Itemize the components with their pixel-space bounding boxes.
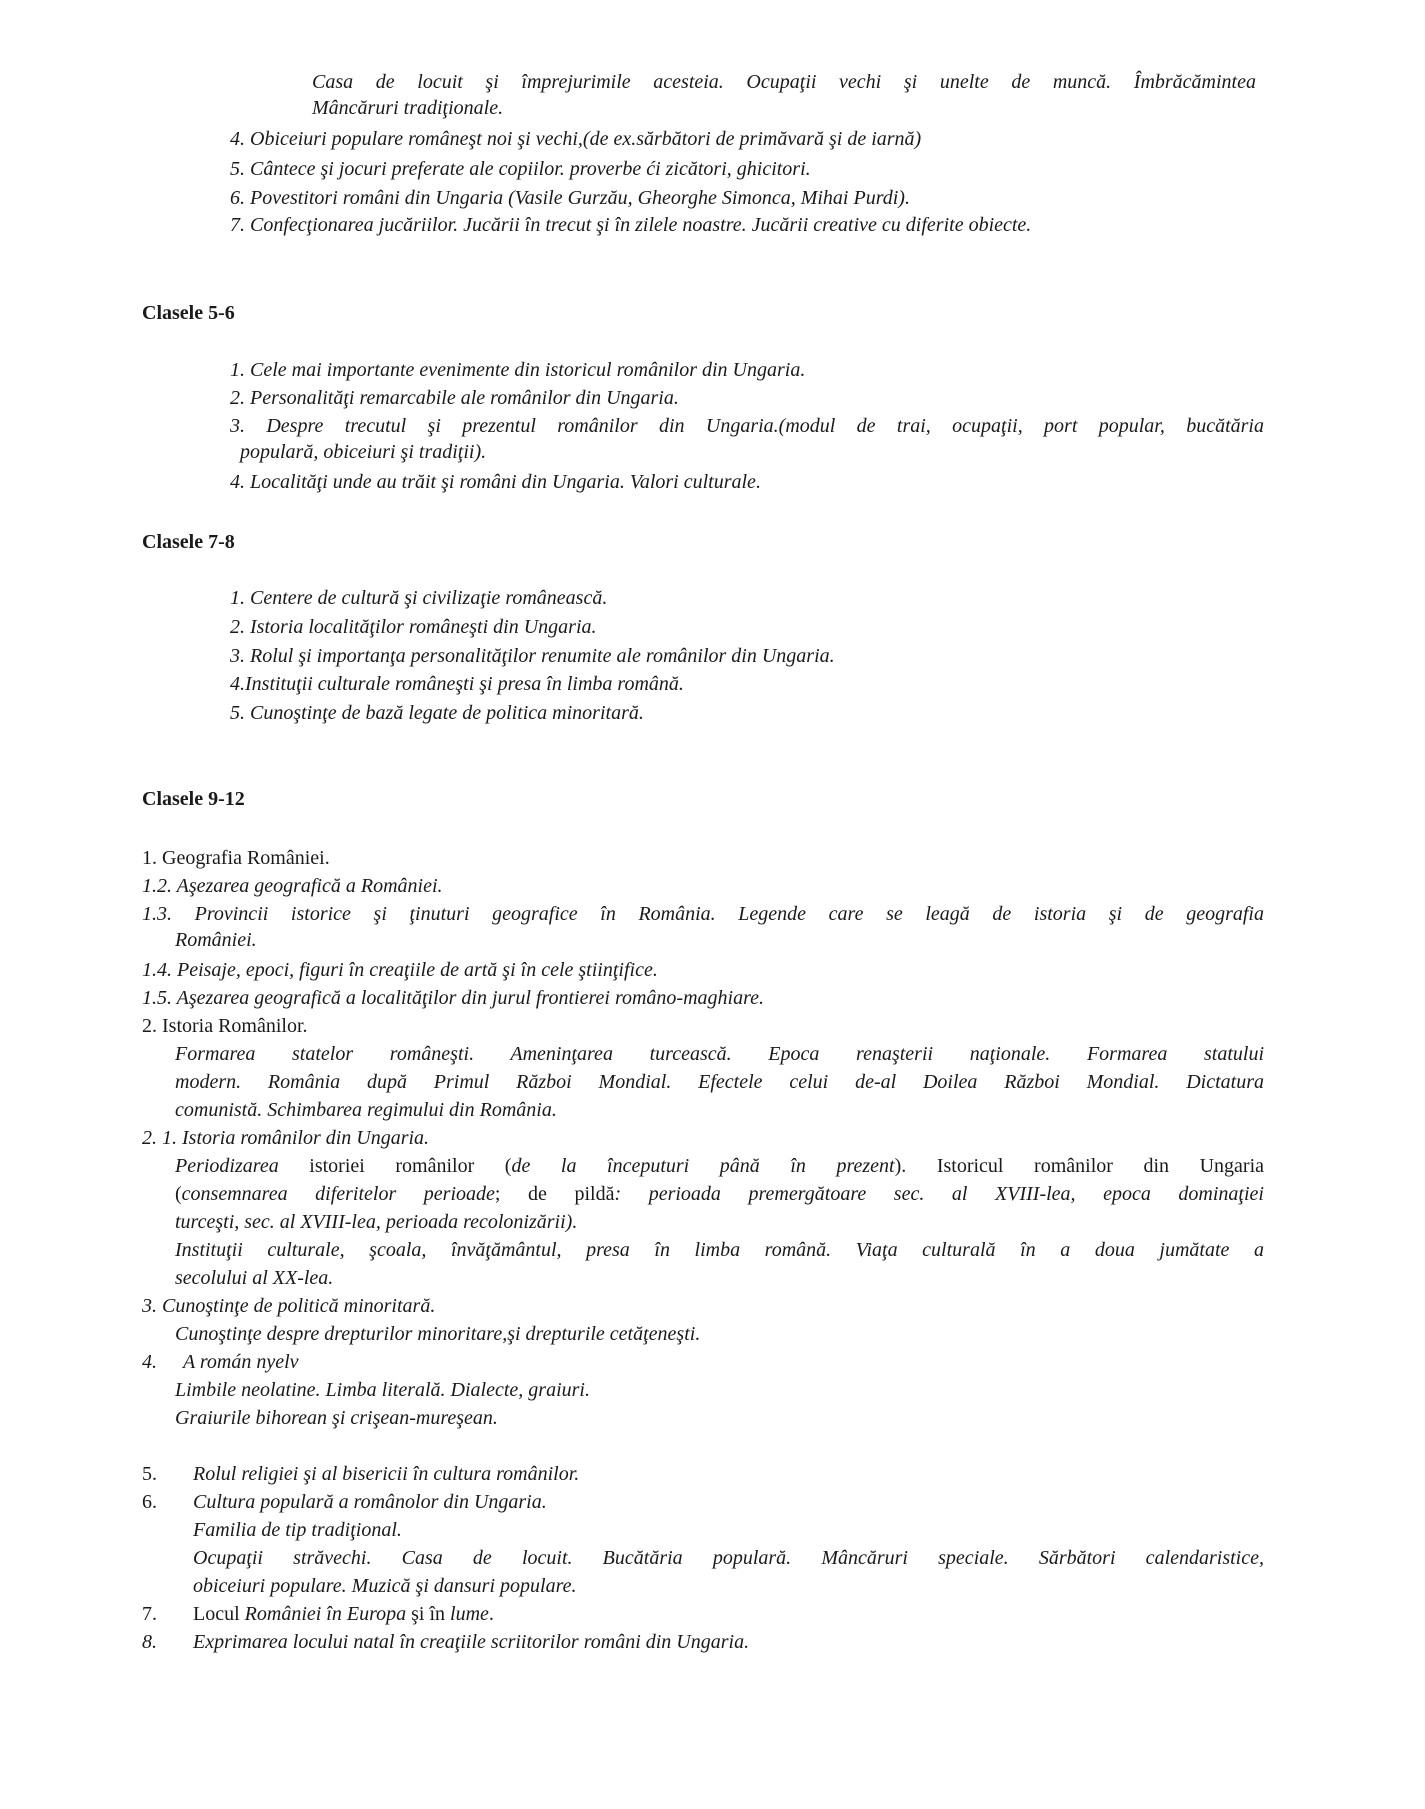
item-number-7: 7. [142, 1603, 157, 1625]
text-span: Periodizarea [175, 1155, 279, 1177]
lang-4: A román nyelv [183, 1351, 299, 1373]
top-item-5: 5. Cântece şi jocuri preferate ale copiilor. proverbe ći zicători, ghicitori. [230, 158, 811, 180]
geo-1-5: 1.5. Aşezarea geografică a localităţilor din jurul frontierei româno-maghiare. [142, 987, 765, 1009]
europe-7 [193, 1601, 494, 1627]
text-span: : perioada premergătoare sec. al XVIII-lea, epoca dominaţiei [614, 1183, 1264, 1205]
geo-1-4: 1.4. Peisaje, epoci, figuri în creaţiile de artă şi în cele ştiinţifice. [142, 959, 658, 981]
hist-2-1: 2. 1. Istoria românilor din Ungaria. [142, 1127, 430, 1149]
text-span: ; de pildă [494, 1183, 615, 1205]
hist-2-1-para-line-4: Instituţii culturale, şcoala, învăţământul, presa în limba română. Viaţa culturală în a doua jumătate a [175, 1239, 1264, 1261]
s78-item-5: 5. Cunoştinţe de bază legate de politica minoritară. [230, 702, 644, 724]
top-item-7: 7. Confecţionarea jucăriilor. Jucării în trecut şi în zilele noastre. Jucării creative cu diferite obiecte. [230, 214, 1032, 236]
heading-clasele-5-6: Clasele 5-6 [142, 302, 235, 324]
top-line-1: Casa de locuit şi împrejurimile acesteia. Ocupaţii vechi şi unelte de muncă. Îmbrăcămintea [312, 71, 1256, 93]
culture-6-line-1: Familia de tip tradiţional. [193, 1519, 402, 1541]
geo-1: 1. Geografia României. [142, 847, 330, 869]
geo-1-3-line-1: 1.3. Provincii istorice şi ţinuturi geografice în România. Legende care se leagă de istoria şi de geografia [142, 903, 1264, 925]
s78-item-3: 3. Rolul şi importanţa personalităţilor renumite ale românilor din Ungaria. [230, 645, 835, 667]
s56-item-1: 1. Cele mai importante evenimente din istoricul românilor din Ungaria. [230, 359, 806, 381]
heading-clasele-9-12: Clasele 9-12 [142, 788, 245, 810]
s56-item-2: 2. Personalităţi remarcabile ale românilor din Ungaria. [230, 387, 679, 409]
hist-2-line-3: comunistă. Schimbarea regimului din România. [175, 1099, 557, 1121]
hist-2-1-para-line-3: turceşti, sec. al XVIII-lea, perioada recolonizării). [175, 1211, 578, 1233]
culture-6: Cultura populară a românolor din Ungaria. [193, 1491, 547, 1513]
text-span: ). Istoricul românilor din Ungaria [894, 1155, 1264, 1177]
top-line-2: Mâncăruri tradiţionale. [312, 97, 504, 119]
top-item-6: 6. Povestitori români din Ungaria (Vasile Gurzău, Gheorghe Simonca, Mihai Purdi). [230, 187, 910, 209]
s78-item-1: 1. Centere de cultură şi civilizaţie românească. [230, 587, 608, 609]
lang-4-line-2: Graiurile bihorean şi crişean-mureşean. [175, 1407, 498, 1429]
hist-2-line-1: Formarea statelor româneşti. Ameninţarea turcească. Epoca renaşterii naţionale. Formarea statului [175, 1043, 1264, 1065]
lang-4-line-1: Limbile neolatine. Limba literală. Dialecte, graiuri. [175, 1379, 590, 1401]
item-number-8: 8. [142, 1631, 157, 1653]
religion-5: Rolul religiei şi al bisericii în cultura românilor. [193, 1463, 580, 1485]
s56-item-3-line-1: 3. Despre trecutul şi prezentul românilor din Ungaria.(modul de trai, ocupaţii, port popular, bucătăria [230, 415, 1264, 437]
minority-3-line-1: Cunoştinţe despre drepturilor minoritare,şi drepturile cetăţeneşti. [175, 1323, 701, 1345]
text-span: de la începuturi până în prezent [511, 1155, 895, 1177]
hist-2: 2. Istoria Românilor. [142, 1015, 308, 1037]
s56-item-4: 4. Localităţi unde au trăit şi români din Ungaria. Valori culturale. [230, 471, 761, 493]
minority-3: 3. Cunoştinţe de politică minoritară. [142, 1295, 436, 1317]
text-span: şi în [406, 1603, 451, 1625]
s56-item-3-line-2: populară, obiceiuri şi tradiţii). [240, 441, 487, 463]
geo-1-3-line-2: României. [175, 929, 257, 951]
heading-clasele-7-8: Clasele 7-8 [142, 531, 235, 553]
text-span: Locul [193, 1603, 245, 1625]
hist-2-line-2: modern. România după Primul Război Mondial. Efectele celui de-al Doilea Război Mondial. Dictatura [175, 1071, 1264, 1093]
s78-item-2: 2. Istoria localităţilor româneşti din Ungaria. [230, 616, 597, 638]
item-number-6: 6. [142, 1491, 157, 1513]
text-span: României în Europa [244, 1603, 407, 1625]
hist-2-1-para-line-5: secolului al XX-lea. [175, 1267, 334, 1289]
hist-2-1-para-line-1 [175, 1153, 1264, 1179]
text-span: lume [450, 1603, 489, 1625]
hist-2-1-para-line-2 [175, 1181, 1264, 1207]
item-number-5: 5. [142, 1463, 157, 1485]
writers-8: Exprimarea locului natal în creaţiile scriitorilor români din Ungaria. [193, 1631, 750, 1653]
s78-item-4: 4.Instituţii culturale româneşti şi presa în limba română. [230, 673, 684, 695]
text-span: ( [175, 1183, 182, 1205]
item-number-4: 4. [142, 1351, 157, 1373]
text-span: . [488, 1603, 494, 1625]
text-span: istoriei românilor ( [278, 1155, 512, 1177]
top-item-4: 4. Obiceiuri populare româneşt noi şi vechi,(de ex.sărbători de primăvară şi de iarnă) [230, 128, 922, 150]
culture-6-line-3: obiceiuri populare. Muzică şi dansuri populare. [193, 1575, 577, 1597]
text-span: consemnarea diferitelor perioade [181, 1183, 495, 1205]
culture-6-line-2: Ocupaţii străvechi. Casa de locuit. Bucătăria populară. Mâncăruri speciale. Sărbători calendaristice, [193, 1547, 1264, 1569]
geo-1-2: 1.2. Aşezarea geografică a României. [142, 875, 443, 897]
